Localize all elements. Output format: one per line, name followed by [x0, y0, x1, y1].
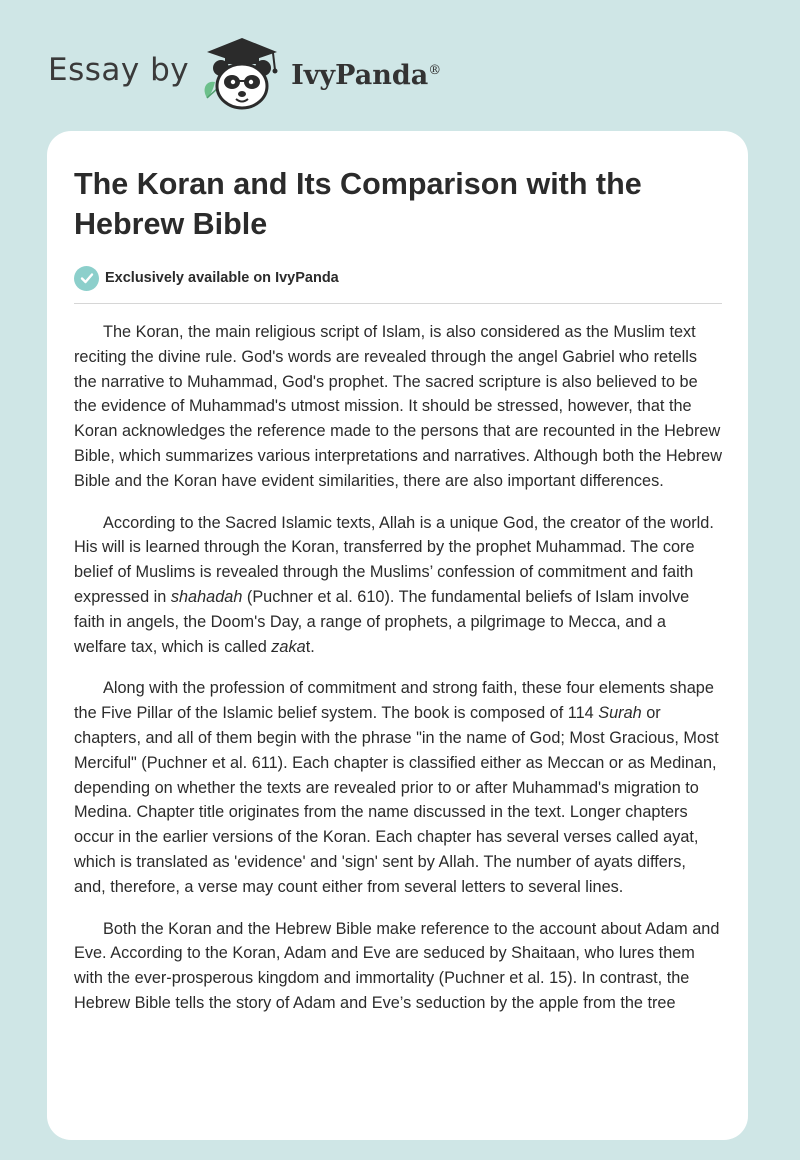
divider: [74, 303, 722, 304]
paragraph-text: According to the Sacred Islamic texts, Allah is a unique God, the creator of the world. His will is learned through the Koran, transferred by the prophet Muhammad. The core belief of Muslims is revealed through the Muslims’ confession of commitment and faith expressed in: [74, 513, 714, 606]
exclusive-badge: [74, 265, 722, 291]
italic-term: zaka: [271, 637, 306, 656]
essay-paragraph: [74, 917, 722, 1016]
panda-graduate-icon[interactable]: [199, 36, 285, 112]
checkmark-icon: [74, 266, 99, 291]
registered-mark: ®: [428, 62, 442, 78]
essay-paragraph: [74, 676, 722, 899]
essay-paragraph: [74, 511, 722, 660]
paragraph-text: t.: [305, 637, 315, 656]
site-header: [48, 34, 441, 114]
paragraph-text: The Koran, the main religious script of Islam, is also considered as the Muslim text reciting the divine rule. God's words are revealed through the angel Gabriel who retells the narrative to Muhammad, God's prophet. The sacred scripture is also believed to be the evidence of Muhammad's utmost mission. It should be stressed, however, that the Koran acknowledges the reference made to the persons that are recounted in the Hebrew Bible, which summarizes various interpretations and narratives. Although both the Hebrew Bible and the Koran have evident similarities, there are also important differences.: [74, 323, 722, 490]
essay-paragraph: [74, 320, 722, 494]
essay-title: The Koran and Its Comparison with the Hebrew Bible: [74, 167, 642, 241]
paragraph-text: (Puchner et al. 610). The fundamental beliefs of Islam involve faith in angels, the Doom's Day, a range of prophets, a pilgrimage to Mecca, and a welfare tax, which is called: [74, 587, 690, 656]
paragraph-text: Both the Koran and the Hebrew Bible make reference to the account about Adam and Eve. According to the Koran, Adam and Eve are seduced by Shaitaan, who lures them with the ever-prosperous kingdom and immortality (Puchner et al. 15). In contrast, the Hebrew Bible tells the story of Adam and Eve’s seduction by the apple from the tree: [74, 919, 720, 1012]
paragraph-text: Along with the profession of commitment and strong faith, these four elements shape the Five Pillar of the Islamic belief system. The book is composed of 114: [74, 679, 714, 723]
italic-term: Surah: [598, 704, 642, 723]
essay-content: [74, 164, 722, 1033]
brand-text: IvyPanda: [291, 59, 429, 91]
essay-card: [47, 131, 748, 1140]
exclusive-label: Exclusively available on IvyPanda: [105, 270, 339, 286]
paragraph-text: or chapters, and all of them begin with the phrase "in the name of God; Most Gracious, Most Merciful" (Puchner et al. 611). Each chapter is classified either as Meccan or as Medinan, depending on whether the texts are revealed prior to or after Muhammad's migration to Medina. Chapter title originates from the name discussed in the text. Longer chapters occur in the earlier versions of the Koran. Each chapter has several verses called ayat, which is translated as 'evidence' and 'sign' sent by Allah. The number of ayats differs, and, therefore, a verse may count either from several letters to several lines.: [74, 704, 719, 896]
italic-term: shahadah: [170, 587, 243, 606]
brand-name[interactable]: [291, 60, 441, 91]
essay-by-label: Essay by: [48, 52, 190, 88]
essay-body: [74, 320, 722, 1016]
